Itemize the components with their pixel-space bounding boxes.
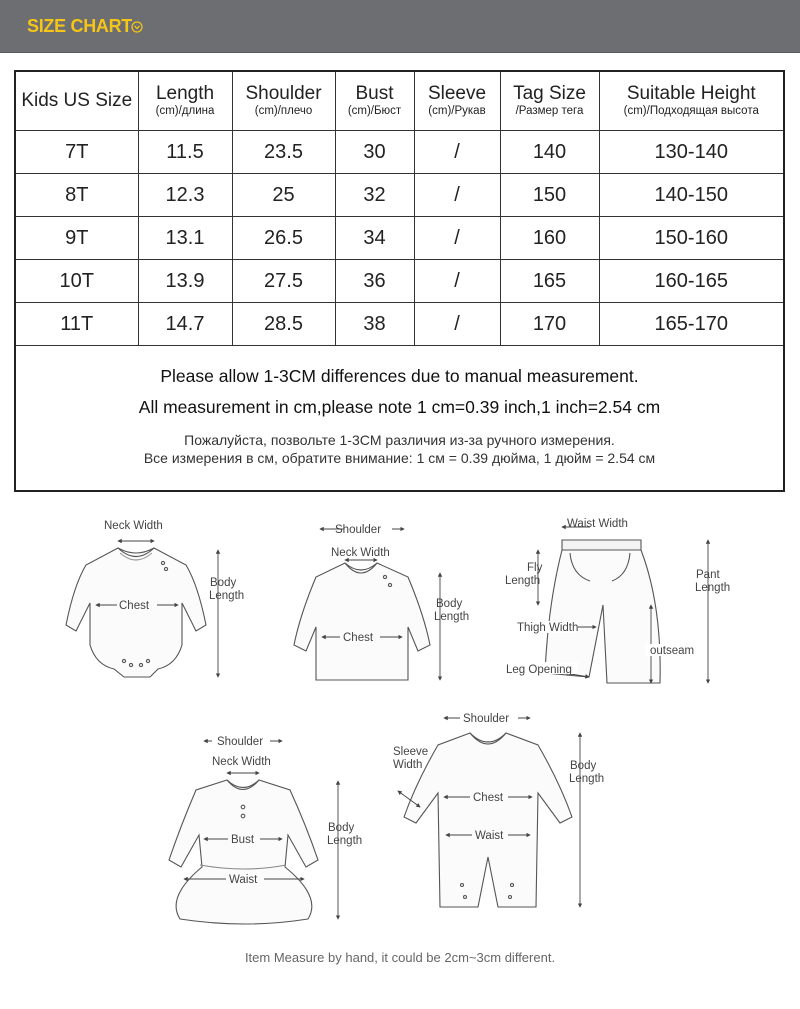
table-cell: / xyxy=(414,174,500,217)
column-header: Sleeve (cm)/Рукав xyxy=(414,72,500,131)
table-cell: / xyxy=(414,131,500,174)
label-thigh-width: Thigh Width xyxy=(517,622,579,634)
table-row xyxy=(16,174,783,217)
label-neck-width: Neck Width xyxy=(331,547,390,559)
label-pant-length: Pant xyxy=(696,569,720,581)
table-header-row xyxy=(16,72,783,131)
label-outseam: outseam xyxy=(650,645,695,657)
table-cell: 14.7 xyxy=(138,303,232,346)
label-chest: Chest xyxy=(343,632,374,644)
table-cell: 140-150 xyxy=(599,174,783,217)
note-russian-1: Пожалуйста, позвольте 1-3CM различия из-за ручного измерения. xyxy=(184,432,615,448)
label-body-length: Length xyxy=(327,835,363,847)
table-cell: / xyxy=(414,260,500,303)
label-neck-width: Neck Width xyxy=(212,756,271,768)
table-cell: / xyxy=(414,303,500,346)
label-body-length: Body xyxy=(570,760,597,772)
column-header: Tag Size /Размер тега xyxy=(500,72,599,131)
label-fly-length: Fly xyxy=(527,562,543,574)
column-header: Suitable Height (cm)/Подходящая высота xyxy=(599,72,783,131)
size-table xyxy=(16,72,783,346)
label-shoulder: Shoulder xyxy=(463,713,510,725)
label-waist: Waist xyxy=(229,874,258,886)
chevron-down-circle-icon xyxy=(131,21,143,33)
table-cell: 13.9 xyxy=(138,260,232,303)
note-russian-2: Все измерения в см, обратите внимание: 1 см = 0.39 дюйма, 1 дюйм = 2.54 см xyxy=(143,450,656,466)
table-cell: 150-160 xyxy=(599,217,783,260)
size-chart-box xyxy=(14,70,785,492)
measurement-diagrams xyxy=(0,505,800,955)
note-english-1: Please allow 1-3CM differences due to manual measurement. xyxy=(160,366,639,386)
table-cell: 25 xyxy=(232,174,335,217)
label-body-length: Length xyxy=(569,773,605,785)
measurement-notes xyxy=(16,345,783,491)
label-shoulder: Shoulder xyxy=(217,736,264,748)
bodysuit-diagram xyxy=(66,548,206,677)
label-bust: Bust xyxy=(231,834,255,846)
garment-diagrams xyxy=(0,505,800,950)
table-row xyxy=(16,303,783,346)
label-waist-width: Waist Width xyxy=(567,518,628,530)
label-sleeve-width: Width xyxy=(393,759,423,771)
table-cell: 26.5 xyxy=(232,217,335,260)
table-row xyxy=(16,131,783,174)
table-cell: 160 xyxy=(500,217,599,260)
label-fly-length: Length xyxy=(505,575,541,587)
label-body-length: Body xyxy=(328,822,355,834)
label-chest: Chest xyxy=(119,600,150,612)
label-pant-length: Length xyxy=(695,582,731,594)
romper-diagram xyxy=(404,733,572,907)
column-header: Length (cm)/длина xyxy=(138,72,232,131)
label-sleeve-width: Sleeve xyxy=(393,746,429,758)
table-cell: 130-140 xyxy=(599,131,783,174)
shirt-diagram xyxy=(294,563,430,680)
table-cell: 8T xyxy=(16,174,138,217)
table-cell: 9T xyxy=(16,217,138,260)
label-body-length: Length xyxy=(209,590,245,602)
label-leg-opening: Leg Opening xyxy=(506,664,572,676)
column-header: Kids US Size xyxy=(16,72,138,131)
table-cell: 36 xyxy=(335,260,414,303)
table-cell: 150 xyxy=(500,174,599,217)
column-header: Bust (cm)/Бюст xyxy=(335,72,414,131)
footer-note: Item Measure by hand, it could be 2cm~3cm different. xyxy=(244,950,556,965)
table-cell: 170 xyxy=(500,303,599,346)
table-cell: 34 xyxy=(335,217,414,260)
table-cell: / xyxy=(414,217,500,260)
table-cell: 30 xyxy=(335,131,414,174)
page-title: SIZE CHART xyxy=(27,16,133,36)
table-cell: 140 xyxy=(500,131,599,174)
table-cell: 7T xyxy=(16,131,138,174)
label-body-length: Body xyxy=(210,577,237,589)
table-cell: 11.5 xyxy=(138,131,232,174)
label-body-length: Body xyxy=(436,598,463,610)
table-cell: 11T xyxy=(16,303,138,346)
table-cell: 165 xyxy=(500,260,599,303)
pants-diagram xyxy=(545,540,660,683)
table-row xyxy=(16,217,783,260)
header-bar xyxy=(0,0,800,53)
table-cell: 12.3 xyxy=(138,174,232,217)
label-body-length: Length xyxy=(434,611,470,623)
label-waist: Waist xyxy=(475,830,504,842)
label-neck-width: Neck Width xyxy=(104,520,163,532)
column-header: Shoulder (cm)/плечо xyxy=(232,72,335,131)
table-cell: 27.5 xyxy=(232,260,335,303)
table-row xyxy=(16,260,783,303)
table-cell: 23.5 xyxy=(232,131,335,174)
table-cell: 28.5 xyxy=(232,303,335,346)
dress-diagram xyxy=(169,780,318,924)
note-english-2: All measurement in cm,please note 1 cm=0.39 inch,1 inch=2.54 cm xyxy=(138,397,661,417)
label-shoulder: Shoulder xyxy=(335,524,382,536)
table-cell: 165-170 xyxy=(599,303,783,346)
label-chest: Chest xyxy=(473,792,504,804)
table-cell: 13.1 xyxy=(138,217,232,260)
table-cell: 38 xyxy=(335,303,414,346)
table-cell: 160-165 xyxy=(599,260,783,303)
table-cell: 10T xyxy=(16,260,138,303)
table-cell: 32 xyxy=(335,174,414,217)
